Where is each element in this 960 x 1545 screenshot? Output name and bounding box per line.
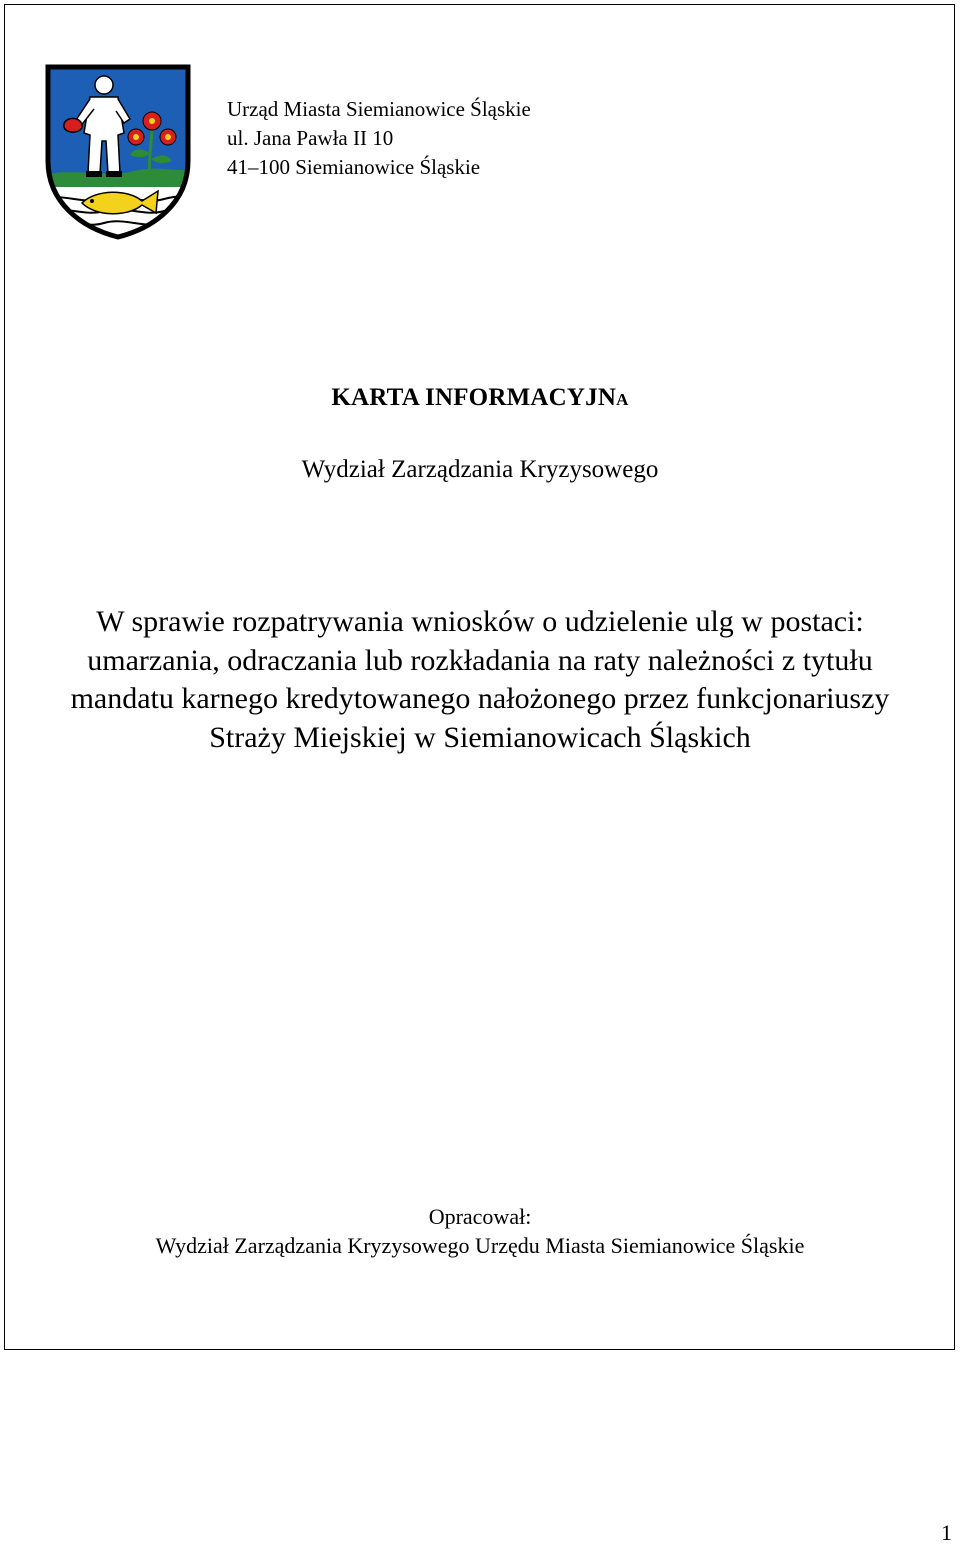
office-street: ul. Jana Pawła II 10 — [227, 126, 394, 150]
page-number: 1 — [941, 1520, 952, 1545]
subject-line: Straży Miejskiej w Siemianowicach Śląskich — [209, 720, 751, 754]
document-subject — [0, 603, 960, 757]
city-coat-of-arms-icon — [44, 63, 192, 241]
prepared-by-block — [0, 1202, 960, 1260]
subject-line: W sprawie rozpatrywania wniosków o udzielenie ulg w postaci: — [96, 605, 864, 638]
subject-line: mandatu karnego kredytowanego nałożonego przez funkcjonariuszy — [70, 682, 890, 715]
document-title-main: KARTA INFORMACYJN — [331, 384, 617, 411]
document-title — [0, 384, 960, 412]
office-name: Urząd Miasta Siemianowice Śląskie — [227, 97, 531, 121]
document-title-last-letter: A — [616, 390, 629, 409]
department-name: Wydział Zarządzania Kryzysowego — [301, 456, 659, 483]
office-address — [227, 95, 531, 182]
office-postal-city: 41–100 Siemianowice Śląskie — [227, 155, 481, 179]
prepared-label: Opracował: — [428, 1204, 532, 1229]
subject-line: umarzania, odraczania lub rozkładania na raty należności z tytułu — [87, 643, 873, 677]
prepared-by: Wydział Zarządzania Kryzysowego Urzędu Miasta Siemianowice Śląskie — [155, 1233, 805, 1258]
